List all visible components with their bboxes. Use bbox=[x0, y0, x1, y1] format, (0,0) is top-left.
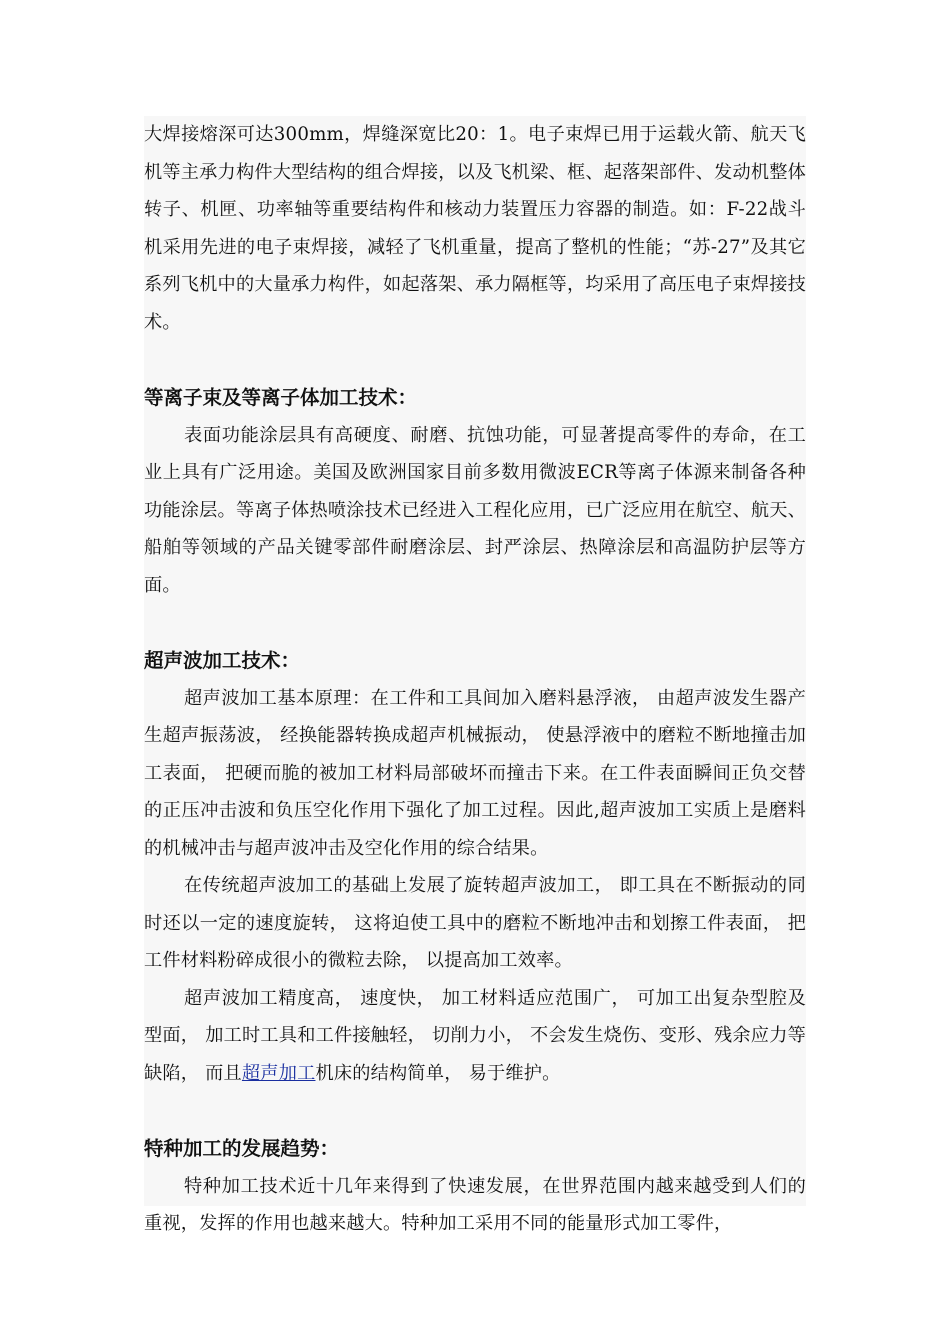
heading-plasma: 等离子束及等离子体加工技术： bbox=[144, 386, 418, 409]
ultrasonic-machining-link[interactable]: 超声加工 bbox=[241, 1062, 316, 1084]
trend-paragraph: 特种加工技术近十几年来得到了快速发展，在世界范围内越来越受到人们的重视，发挥的作用也越来越大。特种加工采用不同的能量形式加工零件， bbox=[144, 1175, 806, 1234]
heading-trend: 特种加工的发展趋势： bbox=[144, 1137, 340, 1160]
ultrasonic-paragraph-1: 超声波加工基本原理：在工件和工具间加入磨料悬浮液， 由超声波发生器产生超声振荡波， 经换能器转换成超声机械振动， 使悬浮液中的磨粒不断地撞击加工表面， 把硬而脆的被加工材料局部破坏而撞击下来。在工件表面瞬间正负交替的正压冲击波和负压空化作用下强化了加工过程。因此,超声波加工实质上是磨料的机械冲击与超声波冲击及空化作用的综合结果。 bbox=[144, 687, 806, 859]
spacer bbox=[144, 604, 806, 642]
ultrasonic-paragraph-2: 在传统超声波加工的基础上发展了旋转超声波加工， 即工具在不断振动的同时还以一定的速度旋转， 这将迫使工具中的磨粒不断地冲击和划擦工件表面， 把工件材料粉碎成很小的微粒去除， 以提高加工效率。 bbox=[144, 875, 806, 971]
intro-paragraph: 大焊接熔深可达300mm，焊缝深宽比20：1。电子束焊已用于运载火箭、航天飞机等主承力构件大型结构的组合焊接，以及飞机梁、框、起落架部件、发动机整体转子、机匣、功率轴等重要结构件和核动力装置压力容器的制造。如：F-22战斗机采用先进的电子束焊接，减轻了飞机重量，提高了整机的性能；“苏-27”及其它系列飞机中的大量承力构件，如起落架、承力隔框等，均采用了高压电子束焊接技术。 bbox=[144, 124, 806, 333]
ultrasonic-paragraph-3-text-a: 超声波加工精度高， 速度快， 加工材料适应范围广， 可加工出复杂型腔及型面， 加工时工具和工件接触轻， 切削力小， 不会发生烧伤、变形、残余应力等缺陷， 而且 bbox=[144, 987, 806, 1084]
heading-ultrasonic: 超声波加工技术： bbox=[144, 649, 301, 672]
ultrasonic-paragraph-3 bbox=[144, 980, 806, 1093]
plasma-paragraph: 表面功能涂层具有高硬度、耐磨、抗蚀功能，可显著提高零件的寿命，在工业上具有广泛用途。美国及欧洲国家目前多数用微波ECR等离子体源来制备各种功能涂层。等离子体热喷涂技术已经进入工程化应用，已广泛应用在航空、航天、船舶等领域的产品关键零部件耐磨涂层、封严涂层、热障涂层和高温防护层等方面。 bbox=[144, 424, 806, 596]
spacer bbox=[144, 341, 806, 379]
document-body bbox=[144, 116, 806, 1234]
ultrasonic-paragraph-3-text-b: 机床的结构简单， 易于维护。 bbox=[315, 1062, 561, 1084]
spacer bbox=[144, 1092, 806, 1130]
